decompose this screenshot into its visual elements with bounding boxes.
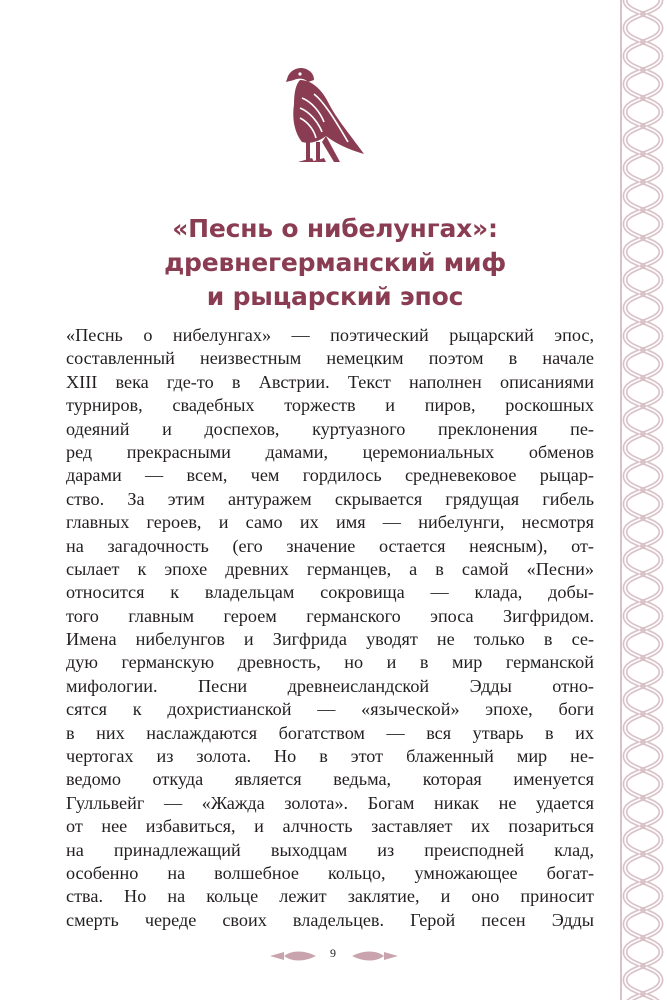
text-line: турниров, свадебных торжеств и пиров, роскошных: [66, 395, 594, 416]
text-line: от нее избавиться, и алчность заставляет их позариться: [66, 816, 594, 837]
text-line: на принадлежащий выходцам из преисподней клад,: [66, 839, 594, 860]
title-line: древнегерманский миф: [164, 248, 506, 277]
folio-ornament-left-icon: [270, 949, 316, 963]
text-line: особенно на волшебное кольцо, умножающее богат-: [66, 862, 594, 883]
text-line: ведомо откуда является ведьма, которая именуется: [66, 769, 594, 790]
text-line: Имена нибелунгов и Зигфрида уводят не только в се-: [66, 629, 594, 650]
text-line: одеяний и доспехов, куртуазного преклонения пе-: [66, 418, 594, 439]
text-line: того главным героем германского эпоса Зигфридом.: [66, 605, 594, 626]
text-line: сылает к эпохе древних германцев, а в самой «Песни»: [66, 558, 594, 579]
text-line: смерть череде своих владельцев. Герой песен Эдды: [66, 909, 594, 930]
page-number: 9: [330, 946, 336, 960]
title-line: и рыцарский эпос: [206, 282, 464, 311]
text-line: на загадочность (его значение остается неясным), от-: [66, 535, 594, 556]
text-line: сятся к дохристианской — «языческой» эпохе, боги: [66, 699, 594, 720]
text-line: главных героев, и само их имя — нибелунги, несмотря: [66, 512, 594, 533]
text-line: «Песнь о нибелунгах» — поэтический рыцарский эпос,: [66, 325, 594, 345]
text-line: в них наслаждаются богатством — вся утварь в их: [66, 722, 594, 743]
text-line: дарами — всем, чем гордилось средневековое рыцар-: [66, 465, 594, 486]
text-line: XIII века где-то в Австрии. Текст наполнен описаниями: [66, 371, 594, 392]
body-text: [66, 324, 594, 932]
text-line: ство. За этим антуражем скрывается грядущая гибель: [66, 488, 594, 509]
text-line: составленный неизвестным немецким поэтом в начале: [66, 348, 594, 369]
text-line: ства. Но на кольце лежит заклятие, и оно приносит: [66, 886, 594, 907]
folio-ornament-right-icon: [352, 949, 398, 963]
title-line: «Песнь о нибелунгах»:: [172, 214, 498, 243]
text-line: дую германскую древность, но и в мир германской: [66, 652, 594, 673]
chapter-title: [100, 212, 570, 314]
celtic-knot-border: [619, 0, 667, 1000]
text-line: ред прекрасными дамами, церемониальных обменов: [66, 441, 594, 462]
text-line: чертогах из золота. Но в этот блаженный мир не-: [66, 746, 594, 767]
text-line: Гулльвейг — «Жажда золота». Богам никак не удается: [66, 792, 594, 813]
text-line: относится к владельцам сокровища — клада, добы-: [66, 582, 594, 603]
bird-emblem-icon: [278, 62, 370, 174]
text-line: мифологии. Песни древнеисландской Эдды отно-: [66, 675, 594, 696]
